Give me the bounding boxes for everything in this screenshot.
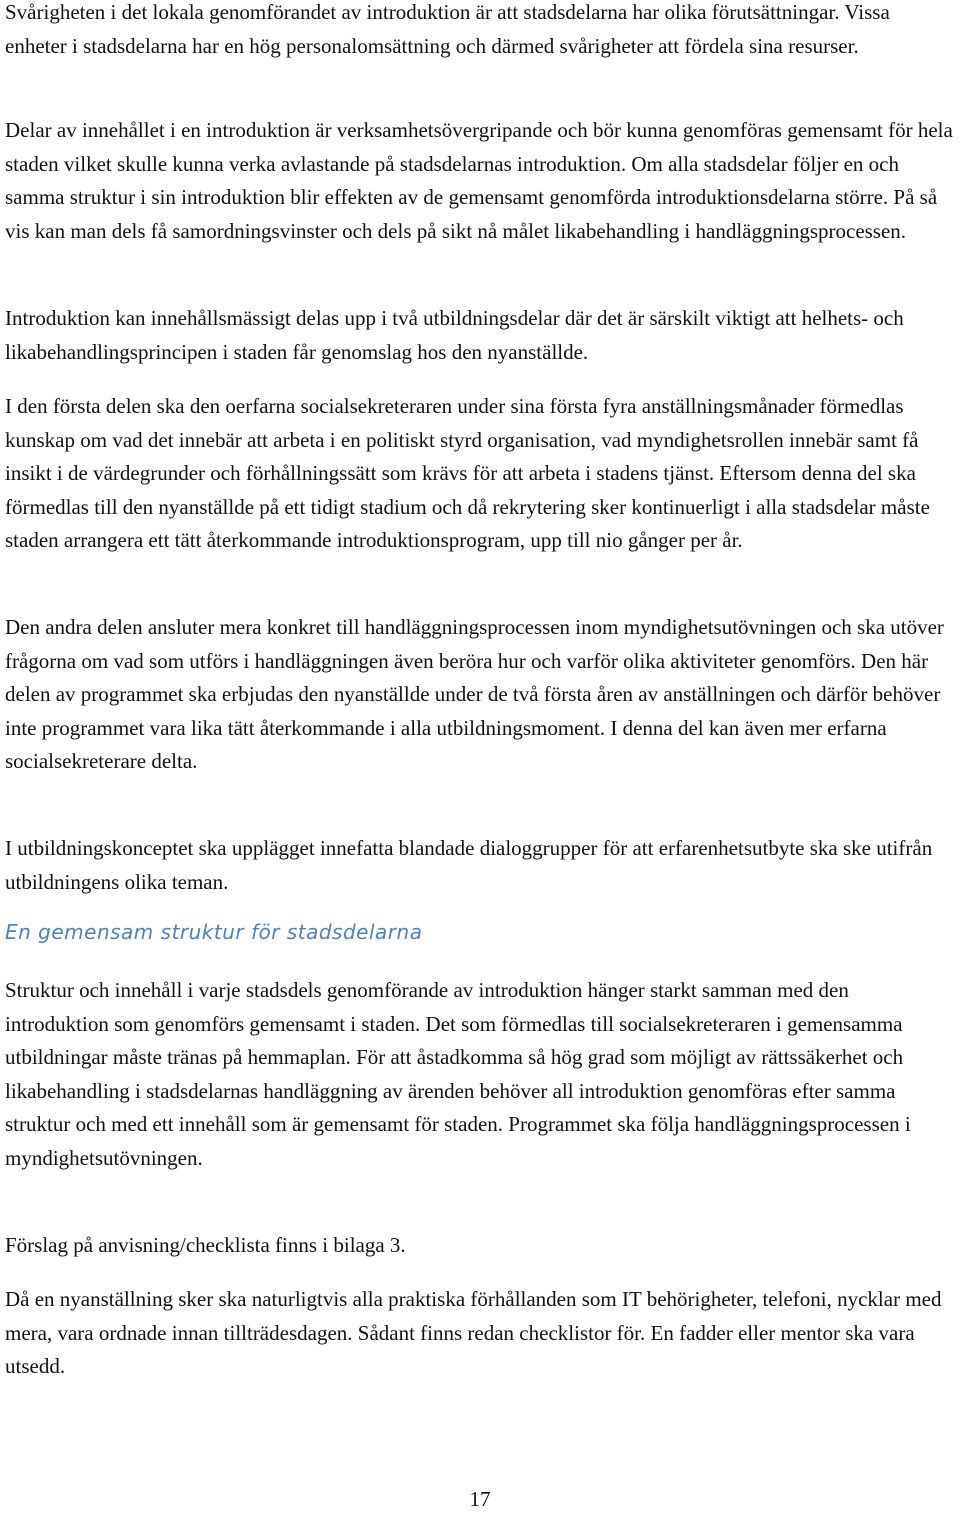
paragraph-checklist-reference: Förslag på anvisning/checklista finns i bilaga 3. <box>5 1233 406 1257</box>
paragraph-two-parts: Introduktion kan innehållsmässigt delas upp i två utbildningsdelar där det är särskilt viktigt att helhets- och likabehandlingsprincipen i staden får genomslag hos den nyanställde. <box>5 306 904 364</box>
section-heading: En gemensam struktur för stadsdelarna <box>5 920 423 944</box>
page-number: 17 <box>469 1487 491 1511</box>
paragraph-second-part: Den andra delen ansluter mera konkret till handläggningsprocessen inom myndighetsutövningen och ska utöver frågorna om vad som utförs i handläggningen även beröra hur och varför olika aktiviteter genomförs. Den här delen av programmet ska erbjudas den nyanställde under de två första åren av anställningen och därför behöver inte programmet vara lika tätt återkommande i alla utbildningsmoment. I denna del kan även mer erfarna socialsekreterare delta. <box>5 615 944 773</box>
paragraph-intro-difficulty: Svårigheten i det lokala genomförandet av introduktion är att stadsdelarna har olika förutsättningar. Vissa enheter i stadsdelarna har en hög personalomsättning och därmed svårigheter att fördela sina resurser. <box>5 0 890 58</box>
paragraph-dialogue-groups: I utbildningskonceptet ska upplägget innefatta blandade dialoggrupper för att erfarenhetsutbyte ska ske utifrån utbildningens olika teman. <box>5 836 933 894</box>
paragraph-first-part: I den första delen ska den oerfarna socialsekreteraren under sina första fyra anställningsmånader förmedlas kunskap om vad det innebär att arbeta i en politiskt styrd organisation, vad myndighetsrollen innebär samt få insikt i de värdegrunder och förhållningssätt som krävs för att arbeta i stadens tjänst. Eftersom denna del ska förmedlas till den nyanställde på ett tidigt stadium och då rekrytering sker kontinuerligt i alla stadsdelar måste staden arrangera ett tätt återkommande introduktionsprogram, upp till nio gånger per år. <box>5 394 930 552</box>
paragraph-shared-content: Delar av innehållet i en introduktion är verksamhetsövergripande och bör kunna genomföras gemensamt för hela staden vilket skulle kunna verka avlastande på stadsdelarnas introduktion. Om alla stadsdelar följer en och samma struktur i sin introduktion blir effekten av de gemensamt genomförda introduktionsdelarna större. På så vis kan man dels få samordningsvinster och dels på sikt nå målet likabehandling i handläggningsprocessen. <box>5 118 953 243</box>
paragraph-common-structure: Struktur och innehåll i varje stadsdels genomförande av introduktion hänger starkt samman med den introduktion som genomförs gemensamt i staden. Det som förmedlas till socialsekreteraren i gemensamma utbildningar måste tränas på hemmaplan. För att åstadkomma så hög grad som möjligt av rättssäkerhet och likabehandling i stadsdelarnas handläggning av ärenden behöver all introduktion genomföras efter samma struktur och med ett innehåll som är gemensamt för staden. Programmet ska följa handläggningsprocessen i myndighetsutövningen. <box>5 978 911 1170</box>
paragraph-practical-matters: Då en nyanställning sker ska naturligtvis alla praktiska förhållanden som IT behörigheter, telefoni, nycklar med mera, vara ordnade innan tillträdesdagen. Sådant finns redan checklistor för. En fadder eller mentor ska vara utsedd. <box>5 1287 942 1378</box>
